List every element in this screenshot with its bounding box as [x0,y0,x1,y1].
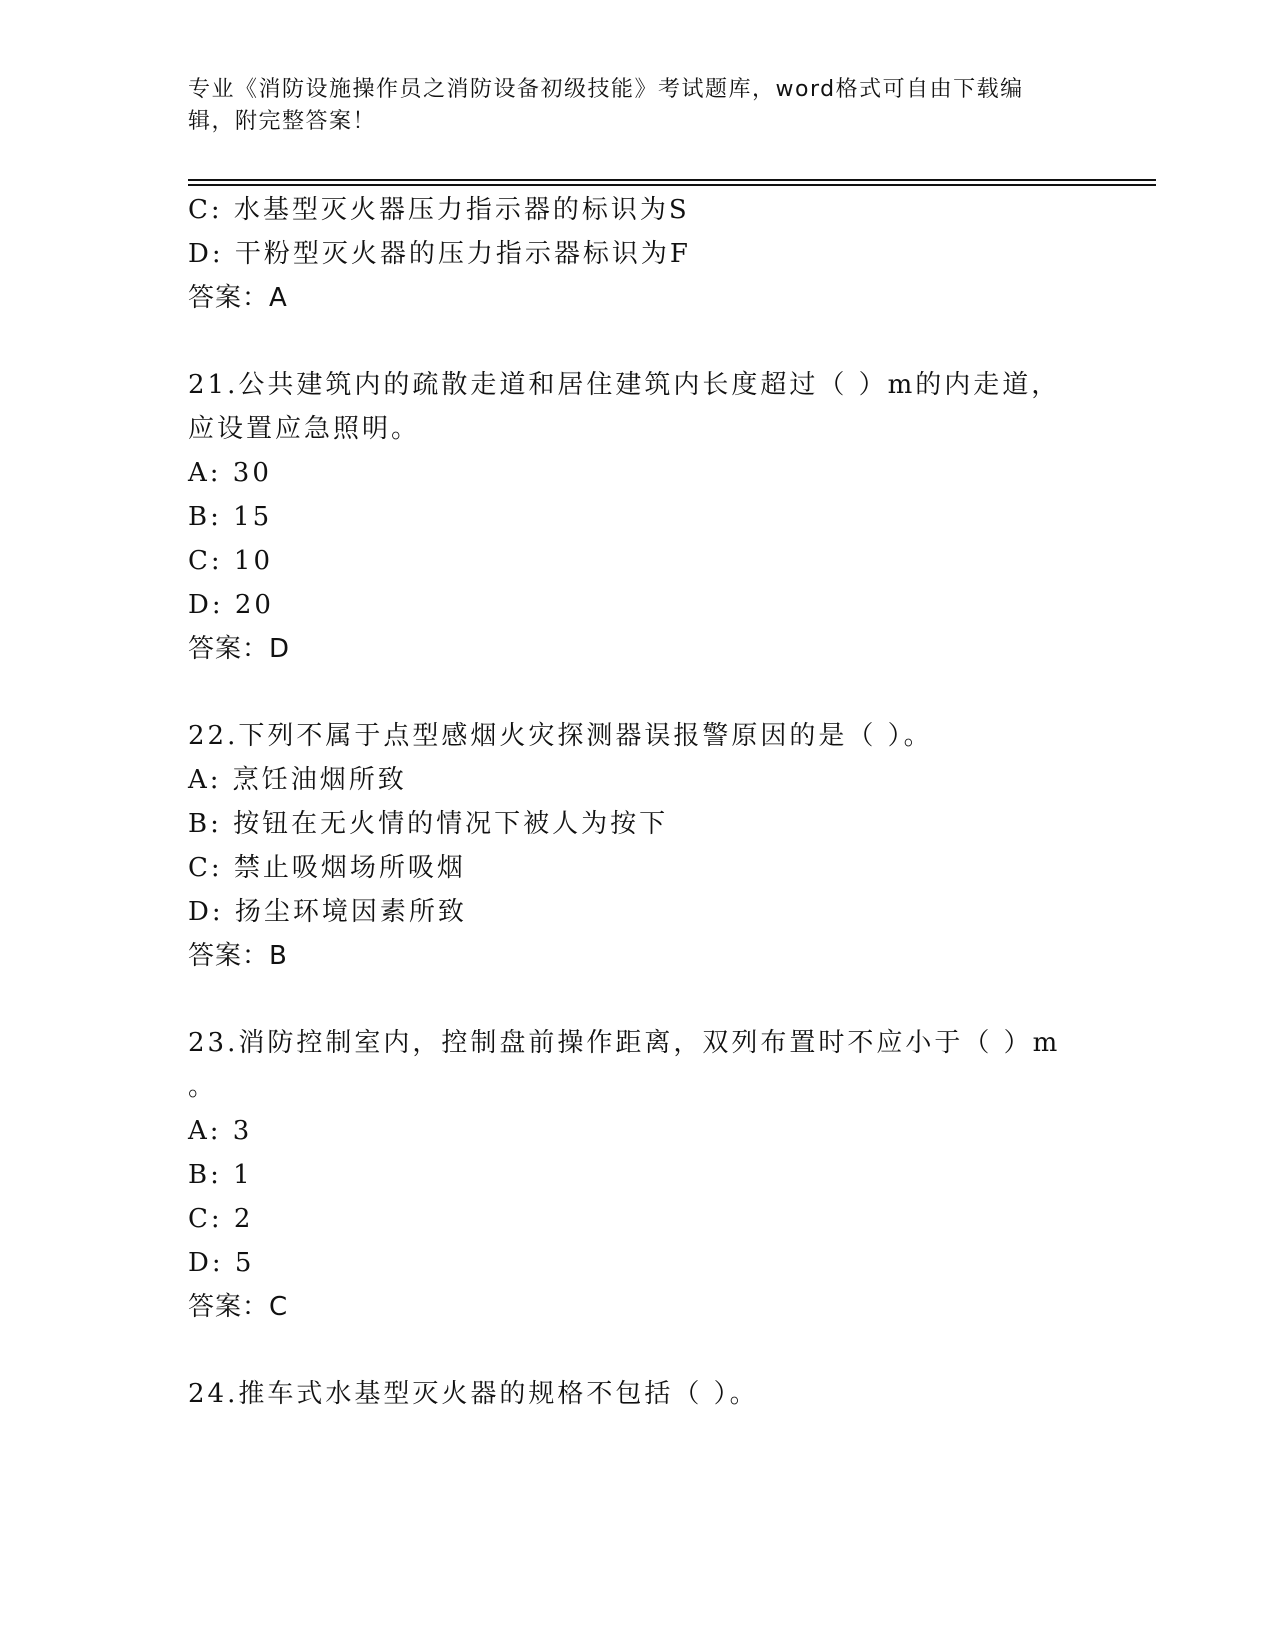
question-stem: 21.公共建筑内的疏散走道和居住建筑内长度超过（ ）m的内走道， [188,370,1061,400]
option-c: C: 水基型灭火器压力指示器的标识为S [188,195,690,225]
header-divider-top [188,179,1156,181]
answer-line: 答案：C [188,1292,289,1322]
question-stem: 23.消防控制室内，控制盘前操作距离，双列布置时不应小于（ ）m [188,1028,1061,1058]
option-b: B: 按钮在无火情的情况下被人为按下 [188,809,669,839]
question-stem: 24.推车式水基型灭火器的规格不包括（ ）。 [188,1379,759,1409]
question-stem: 22.下列不属于点型感烟火灾探测器误报警原因的是（ ）。 [188,721,933,751]
option-d: D: 20 [188,590,274,620]
answer-line: 答案：A [188,283,288,313]
answer-line: 答案：D [188,634,291,664]
option-d: D: 5 [188,1248,255,1278]
option-b: B: 15 [188,502,273,532]
option-b: B: 1 [188,1160,253,1190]
question-stem-continued: 。 [188,1072,218,1102]
option-c: C: 10 [188,546,274,576]
option-c: C: 2 [188,1204,254,1234]
option-d: D: 干粉型灭火器的压力指示器标识为F [188,239,691,269]
answer-line: 答案：B [188,941,288,971]
option-a: A: 烹饪油烟所致 [188,765,407,795]
header-note: 专业《消防设施操作员之消防设备初级技能》考试题库，word格式可自由下载编辑，附完整答案！ [188,77,1024,134]
option-a: A: 3 [188,1116,253,1146]
header-divider-bottom [188,184,1156,186]
option-d: D: 扬尘环境因素所致 [188,897,467,927]
option-a: A: 30 [188,458,272,488]
option-c: C: 禁止吸烟场所吸烟 [188,853,466,883]
question-stem-continued: 应设置应急照明。 [188,414,421,444]
